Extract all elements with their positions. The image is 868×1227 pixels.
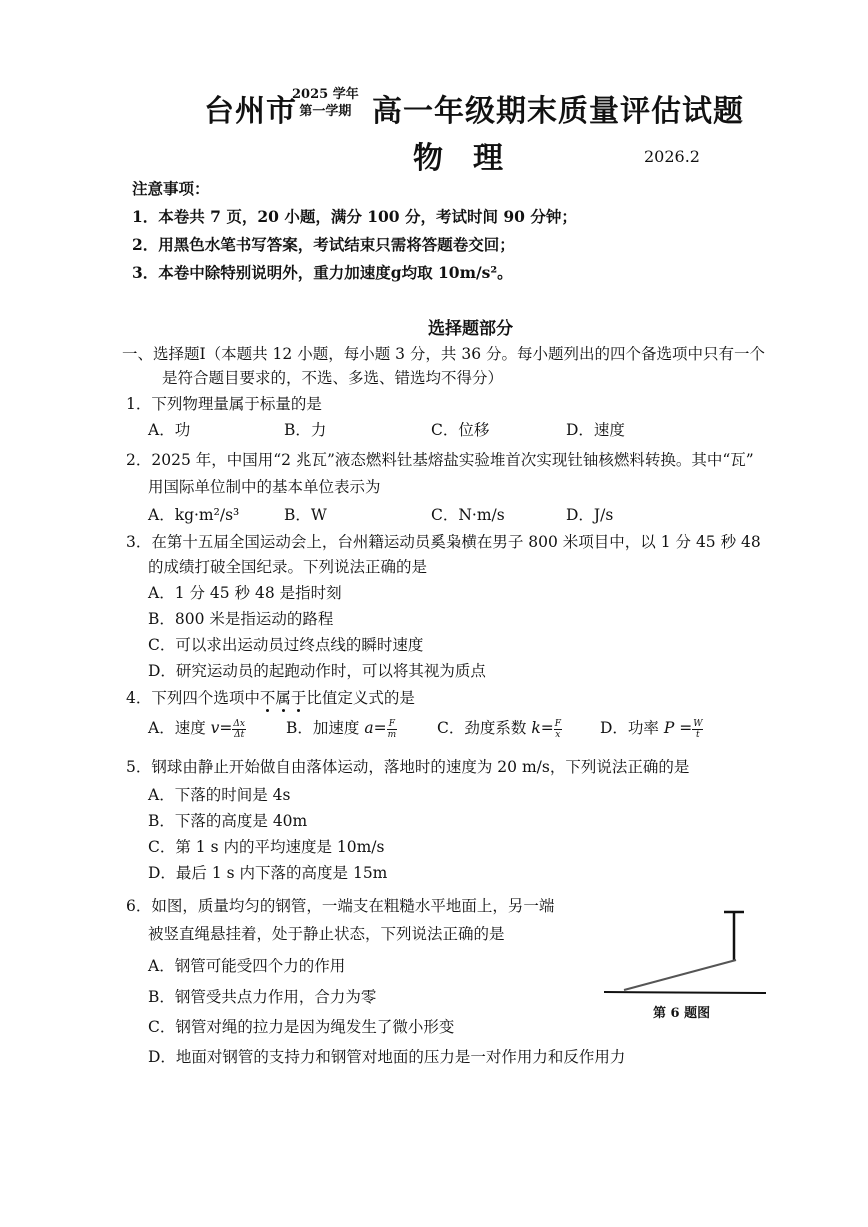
question-stem-post: 比值定义式的是 xyxy=(306,689,415,707)
option: D．研究运动员的起跑动作时，可以将其视为质点 xyxy=(148,662,486,680)
fraction xyxy=(692,719,703,740)
figure-caption: 第 6 题图 xyxy=(653,1006,711,1021)
question-stem: 的成绩打破全国纪录。下列说法正确的是 xyxy=(148,558,428,576)
formula-lhs: a= xyxy=(364,719,387,737)
option-label: C．劲度系数 xyxy=(437,719,527,737)
question-stem: 5．钢球由静止开始做自由落体运动，落地时的速度为 20 m/s，下列说法正确的是 xyxy=(126,758,690,776)
option-formula xyxy=(286,716,397,740)
option: B．钢管受共点力作用，合力为零 xyxy=(148,988,377,1006)
fraction-denominator: t xyxy=(696,729,700,740)
option: C．N·m/s xyxy=(431,506,505,524)
fraction-numerator: W xyxy=(693,718,703,729)
notes-item: 3．本卷中除特别说明外，重力加速度g均取 10m/s²。 xyxy=(132,263,513,282)
option: A．1 分 45 秒 48 是指时刻 xyxy=(148,584,342,602)
section-intro: 是符合题目要求的，不选、多选、错选均不得分） xyxy=(162,369,504,387)
option: A．kg·m²/s³ xyxy=(148,506,240,524)
fraction-numerator: F xyxy=(387,719,398,730)
notes-heading: 注意事项： xyxy=(132,179,210,198)
option: D．地面对钢管的支持力和钢管对地面的压力是一对作用力和反作用力 xyxy=(148,1048,626,1066)
option: B．力 xyxy=(284,421,327,439)
option-label: D．功率 xyxy=(600,719,659,737)
fraction-denominator: m xyxy=(387,729,397,740)
title-term: 第一学期 xyxy=(299,104,352,119)
option: C．位移 xyxy=(431,421,490,439)
option: C．钢管对绳的拉力是因为绳发生了微小形变 xyxy=(148,1018,455,1036)
formula-lhs: k= xyxy=(531,719,554,737)
title-term-block xyxy=(292,86,359,120)
question-stem: 被竖直绳悬挂着，处于静止状态，下列说法正确的是 xyxy=(148,925,505,943)
steel-pipe xyxy=(624,960,736,990)
ground-line xyxy=(604,992,766,993)
section-title: 选择题部分 xyxy=(428,319,513,339)
option-formula xyxy=(148,716,246,740)
title-year: 2025 学年 xyxy=(292,87,359,102)
fraction-denominator: x xyxy=(555,729,561,740)
question-stem xyxy=(126,686,415,708)
fraction xyxy=(554,719,562,740)
section-intro: 一、选择题Ⅰ（本题共 12 小题，每小题 3 分，共 36 分。每小题列出的四个备选项中只有一个 xyxy=(122,345,765,363)
notes-item: 1．本卷共 7 页，20 小题，满分 100 分，考试时间 90 分钟； xyxy=(132,207,577,226)
option: A．功 xyxy=(148,421,191,439)
option: D．J/s xyxy=(566,506,614,524)
option: D．速度 xyxy=(566,421,625,439)
option: D．最后 1 s 内下落的高度是 15m xyxy=(148,864,388,882)
option-formula xyxy=(437,716,562,740)
option: A．钢管可能受四个力的作用 xyxy=(148,957,346,975)
fraction-numerator: F xyxy=(554,718,561,729)
formula-lhs: P = xyxy=(663,719,693,737)
fraction xyxy=(232,719,246,740)
exam-date: 2026.2 xyxy=(644,147,700,166)
subject-title: 物理 xyxy=(413,141,533,176)
exam-title: 高一年级期末质量评估试题 xyxy=(372,94,744,129)
fraction xyxy=(387,719,398,740)
question-stem: 1．下列物理量属于标量的是 xyxy=(126,395,322,413)
option: B．W xyxy=(284,506,327,524)
emphasis-char: 属 xyxy=(275,689,291,707)
option: B．下落的高度是 40m xyxy=(148,812,308,830)
question-stem: 用国际单位制中的基本单位表示为 xyxy=(148,478,381,496)
question-stem: 6．如图，质量均匀的钢管，一端支在粗糙水平地面上，另一端 xyxy=(126,897,555,915)
option-formula xyxy=(600,716,703,740)
title-city: 台州市 xyxy=(204,94,297,129)
option: B．800 米是指运动的路程 xyxy=(148,610,334,628)
question-stem: 2．2025 年，中国用“2 兆瓦”液态燃料钍基熔盐实验堆首次实现钍铀核燃料转换。其中“瓦” xyxy=(126,451,754,469)
formula-lhs: v= xyxy=(210,719,233,737)
option-label: A．速度 xyxy=(148,719,206,737)
emphasized-text xyxy=(260,689,307,707)
notes-item: 2．用黑色水笔书写答案，考试结束只需将答题卷交回； xyxy=(132,235,515,254)
fraction-numerator: Δx xyxy=(233,718,245,729)
option: C．可以求出运动员过终点线的瞬时速度 xyxy=(148,636,424,654)
option: A．下落的时间是 4s xyxy=(148,786,291,804)
option-label: B．加速度 xyxy=(286,719,360,737)
fraction-denominator: Δt xyxy=(234,729,245,740)
question-stem-pre: 4．下列四个选项中 xyxy=(126,689,260,707)
question-stem: 3．在第十五届全国运动会上，台州籍运动员奚枭横在男子 800 米项目中，以 1 分 45 秒 48 xyxy=(126,533,761,551)
emphasis-char: 不 xyxy=(259,689,276,707)
option: C．第 1 s 内的平均速度是 10m/s xyxy=(148,838,385,856)
emphasis-char: 于 xyxy=(290,689,307,707)
